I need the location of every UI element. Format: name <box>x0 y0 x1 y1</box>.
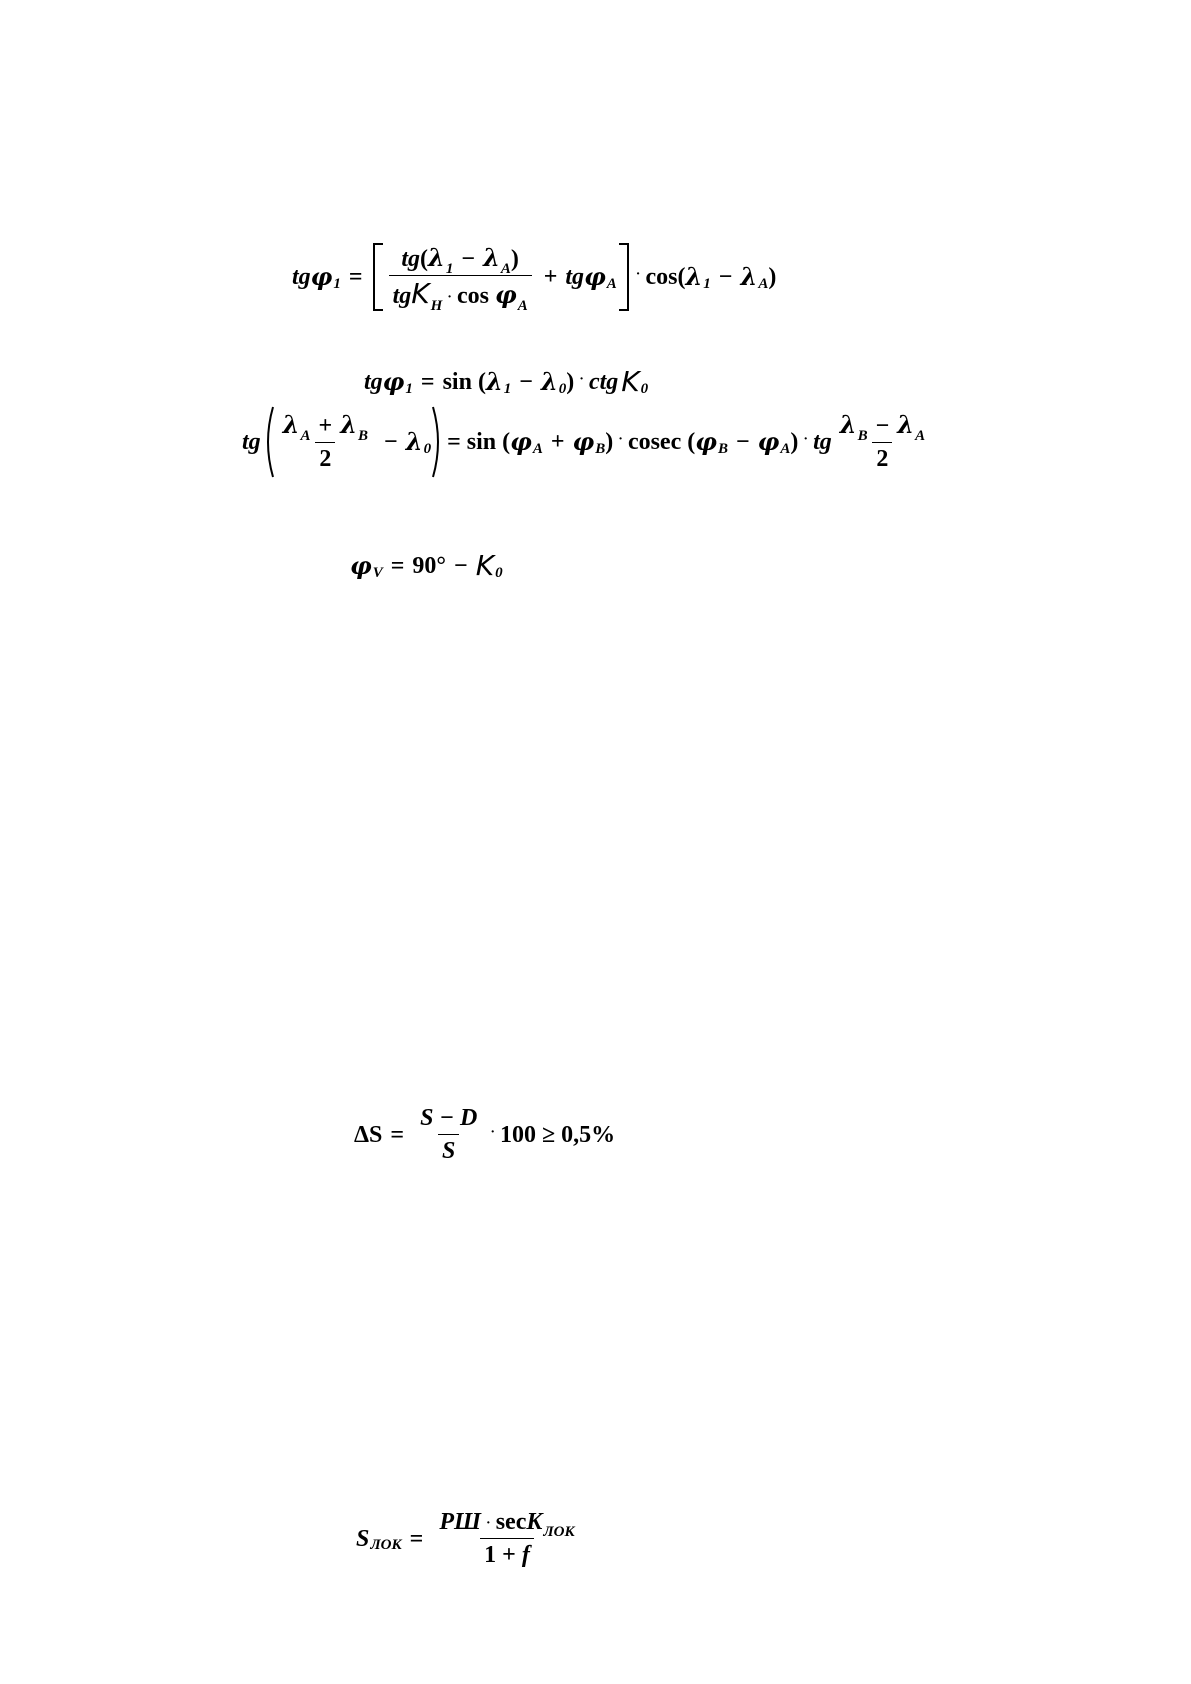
f1-frac-den: $tgK_H\cdot \cos \varphi_A$ <box>389 275 532 308</box>
f1-lhs-sub: 1 <box>333 275 341 292</box>
f1-eq: = <box>348 264 363 290</box>
f1-dot: · <box>635 267 641 282</box>
f1-tail-sub: A <box>606 275 617 292</box>
f1-lhs-fn: tg <box>292 264 311 290</box>
formula-1: tg φ 1 = $\frac{tg(\lambda_1 - \lambda_A)}{tgK_H\cdot \cos \varphi_A}$ + tg φ A · cos ( λ 1 − λ A ) <box>292 243 777 314</box>
f3-left-paren <box>261 405 275 479</box>
formula-2: tg φ 1 = sin ( λ 1 − λ 0 ) · ctg K 0 <box>364 365 649 398</box>
f1-right-bracket <box>617 242 631 312</box>
f1-frac-num: $tg(\lambda_1 - \lambda_A)$ <box>401 243 519 277</box>
formula-3: tg $\frac{\lambda_A + \lambda_B}{2}$ − λ 0 = sin ( φ A + φ B ) · cosec ( φ B − φ A ) · tg $\frac{\lambda_B - \lambda_A}{2}$ <box>242 405 933 479</box>
f1-left-bracket <box>371 242 385 312</box>
f1-lhs-var: φ <box>310 262 333 291</box>
f1-tail-var: φ <box>584 262 606 291</box>
f3-right-paren <box>431 405 445 479</box>
f1-cos: cos <box>645 264 678 290</box>
formula-6: S ЛОК = $\frac{РШ \cdot \sec K_{ЛОК}}{1 + f}$ <box>356 1509 575 1568</box>
f1-fraction <box>389 243 532 314</box>
formula-5: ΔS = $\frac{S - D}{S}$ · 100 ≥ 0,5% <box>354 1105 616 1164</box>
f1-tail-fn: tg <box>565 264 585 290</box>
f1-plus: + <box>543 264 558 290</box>
formula-4: φ V = 90° − K 0 <box>350 549 503 582</box>
